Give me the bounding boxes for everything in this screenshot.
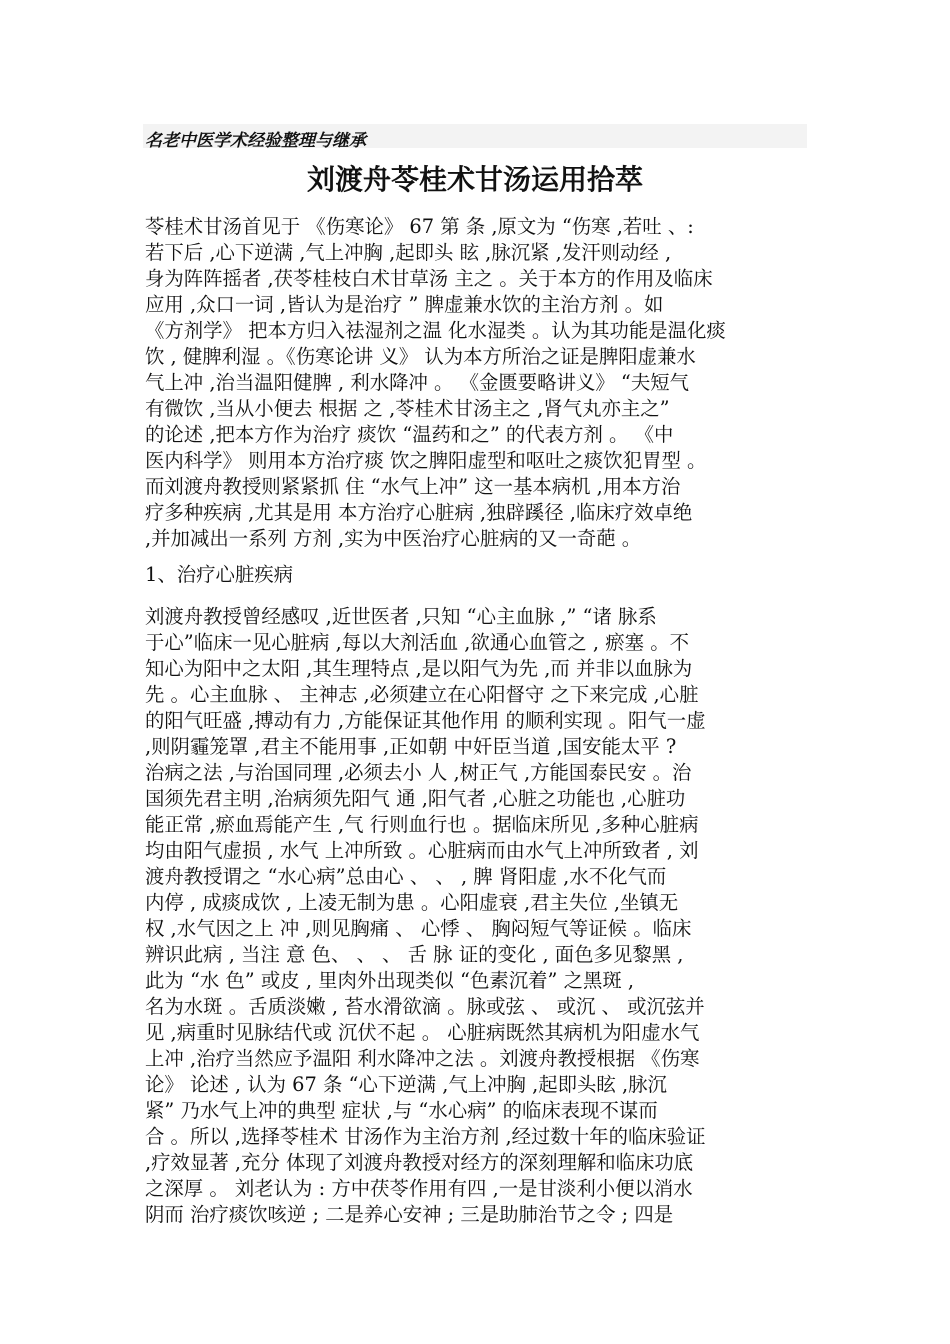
text-line: 苓桂术甘汤首见于 《伤寒论》 67 第 条 ,原文为 “伤寒 ,若吐 、: (145, 215, 694, 238)
text-line: 国须先君主明 ,治病须先阳气 通 ,阳气者 ,心脏之功能也 ,心脏功 (145, 787, 686, 810)
text-line: 的论述 ,把本方作为治疗 痰饮 “温药和之” 的代表方剂 。 《中 (145, 423, 674, 446)
text-line: 紧” 乃水气上冲的典型 症状 ,与 “水心病” 的临床表现不谋而 (145, 1099, 658, 1122)
text-line: 内停 , 成痰成饮 , 上凌无制为患 。心阳虚衰 ,君主失位 ,坐镇无 (145, 891, 679, 914)
text-line: 治病之法 ,与治国同理 ,必须去小 人 ,树正气 ,方能国泰民安 。治 (145, 761, 692, 784)
text-line: 辨识此病 , 当注 意 色、 、 、 舌 脉 证的变化 , 面色多见黎黑 , (145, 943, 684, 966)
text-line: 气上冲 ,治当温阳健脾 , 利水降冲 。 《金匮要略讲义》 “夫短气 (145, 371, 689, 394)
text-line: 论》 论述 , 认为 67 条 “心下逆满 ,气上冲胸 ,起即头眩 ,脉沉 (145, 1073, 667, 1096)
text-line: 权 ,水气因之上 冲 ,则见胸痛 、 心悸 、 胸闷短气等证候 。临床 (145, 917, 692, 940)
text-line: 合 。所以 ,选择苓桂术 甘汤作为主治方剂 ,经过数十年的临床验证 (145, 1125, 706, 1148)
text-line: 先 。心主血脉 、 主神志 ,必须建立在心阳督守 之下来完成 ,心脏 (145, 683, 699, 706)
text-line: ,则阴霾笼罩 ,君主不能用事 ,正如朝 中奸臣当道 ,国安能太平 ? (145, 735, 677, 758)
text-line: 而刘渡舟教授则紧紧抓 住 “水气上冲” 这一基本病机 ,用本方治 (145, 475, 681, 498)
text-line: ,疗效显著 ,充分 体现了刘渡舟教授对经方的深刻理解和临床功底 (145, 1151, 694, 1174)
text-line: 上冲 ,治疗当然应予温阳 利水降冲之法 。刘渡舟教授根据 《伤寒 (145, 1047, 700, 1070)
text-line: 能正常 ,瘀血焉能产生 ,气 行则血行也 。据临床所见 ,多种心脏病 (145, 813, 699, 836)
text-line: 见 ,病重时见脉结代或 沉伏不起 。 心脏病既然其病机为阳虚水气 (145, 1021, 700, 1044)
text-line: 于心”临床一见心脏病 ,每以大剂活血 ,欲通心血管之 , 瘀塞 。不 (145, 631, 689, 654)
text-line: 此为 “水 色” 或皮 , 里肉外出现类似 “色素沉着” 之黑斑 , (145, 969, 635, 992)
text-line: 阴而 治疗痰饮咳逆 ; 二是养心安神 ; 三是助肺治节之令 ; 四是 (145, 1203, 674, 1226)
text-line: 之深厚 。 刘老认为 : 方中茯苓作用有四 ,一是甘淡利小便以消水 (145, 1177, 693, 1200)
article-title: 刘渡舟苓桂术甘汤运用拾萃 (306, 163, 643, 196)
text-line: 若下后 ,心下逆满 ,气上冲胸 ,起即头 眩 ,脉沉紧 ,发汗则动经 , (145, 241, 672, 264)
text-line: 医内科学》 则用本方治疗痰 饮之脾阳虚型和呕吐之痰饮犯胃型 。 (145, 449, 707, 472)
text-line: 刘渡舟教授曾经感叹 ,近世医者 ,只知 “心主血脉 ,” “诸 脉系 (145, 605, 657, 628)
text-line: 《方剂学》 把本方归入祛湿剂之温 化水湿类 。认为其功能是温化痰 (145, 319, 726, 342)
text-line: 渡舟教授谓之 “水心病”总由心 、 、 , 脾 肾阳虚 ,水不化气而 (145, 865, 667, 888)
text-line: 疗多种疾病 ,尤其是用 本方治疗心脏病 ,独辟蹊径 ,临床疗效卓绝 (145, 501, 693, 524)
text-line: ,并加减出一系列 方剂 ,实为中医治疗心脏病的又一奇葩 。 (145, 527, 642, 550)
text-line: 的阳气旺盛 ,搏动有力 ,方能保证其他作用 的顺利实现 。阳气一虚 (145, 709, 706, 732)
text-line: 知心为阳中之太阳 ,其生理特点 ,是以阳气为先 ,而 并非以血脉为 (145, 657, 693, 680)
section-heading: 1、治疗心脏疾病 (145, 563, 294, 586)
text-line: 有微饮 ,当从小便去 根据 之 ,苓桂术甘汤主之 ,肾气丸亦主之” (145, 397, 670, 420)
text-line: 饮 , 健脾利湿 。《伤寒论讲 义》 认为本方所治之证是脾阳虚兼水 (145, 345, 696, 368)
running-header: 名老中医学术经验整理与继承 (145, 131, 366, 151)
text-line: 应用 ,众口一词 ,皆认为是治疗 ” 脾虚兼水饮的主治方剂 。如 (145, 293, 664, 316)
text-line: 均由阳气虚损 , 水气 上冲所致 。心脏病而由水气上冲所致者 , 刘 (145, 839, 699, 862)
text-line: 身为阵阵摇者 ,茯苓桂枝白术甘草汤 主之 。关于本方的作用及临床 (145, 267, 713, 290)
text-line: 名为水斑 。舌质淡嫩 , 苔水滑欲滴 。脉或弦 、 或沉 、 或沉弦并 (145, 995, 705, 1018)
